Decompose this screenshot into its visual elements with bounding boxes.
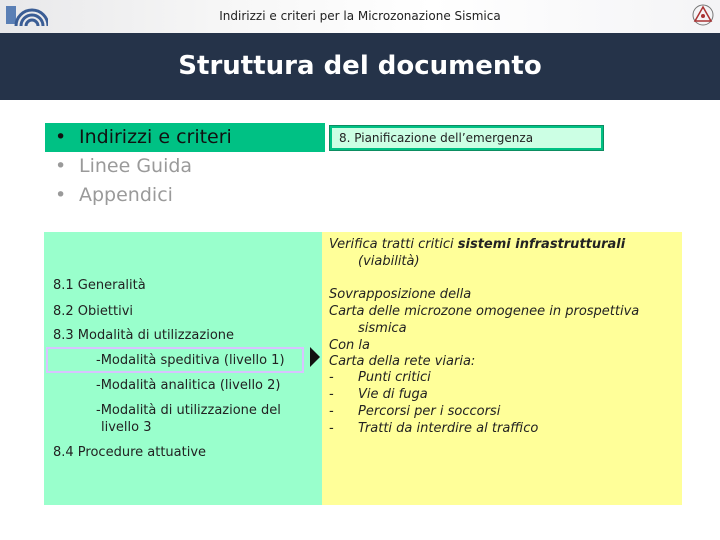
text-line: Carta delle microzone omogenee in prospettiva: [329, 304, 640, 319]
outline-item-label: Appendici: [79, 184, 173, 206]
item-generalita[interactable]: 8.1 Generalità: [53, 278, 146, 293]
subitem-modalita-speditiva[interactable]: -Modalità speditiva (livello 1): [96, 353, 285, 368]
section-tag-label: 8. Pianificazione dell’emergenza: [332, 128, 601, 148]
verifica-line: [329, 236, 625, 253]
list-item: Tratti da interdire al traffico: [358, 421, 539, 436]
text-line: Carta della rete viaria:: [329, 354, 476, 369]
dash-icon: -: [329, 370, 334, 385]
dash-icon: -: [329, 404, 334, 419]
item-obiettivi[interactable]: 8.2 Obiettivi: [53, 304, 134, 319]
list-item: Vie di fuga: [358, 387, 428, 402]
slide-title: Struttura del documento: [178, 51, 542, 81]
text-line: Con la: [329, 338, 370, 353]
header-band: [0, 33, 720, 100]
dash-icon: -: [329, 387, 334, 402]
item-modalita-utilizzazione[interactable]: 8.3 Modalità di utilizzazione: [53, 328, 235, 343]
subitem-modalita-analitica[interactable]: -Modalità analitica (livello 2): [96, 378, 281, 393]
verifica-prefix: Verifica tratti critici: [329, 237, 458, 252]
pointer-arrow-icon: [310, 347, 320, 367]
document-title: Indirizzi e criteri per la Microzonazione Sismica: [219, 9, 501, 23]
verifica-line2: (viabilità): [358, 254, 420, 269]
text-line: sismica: [358, 321, 407, 336]
outline-item-linee-guida[interactable]: • Linee Guida: [55, 155, 193, 177]
item-procedure-attuative[interactable]: 8.4 Procedure attuative: [53, 445, 207, 460]
outline-item-label: Indirizzi e criteri: [79, 126, 232, 148]
section-tag: [329, 125, 604, 151]
dash-icon: -: [329, 421, 334, 436]
outline-item-indirizzi[interactable]: • Indirizzi e criteri: [45, 123, 325, 152]
outline-item-label: Linee Guida: [79, 155, 193, 177]
outline-list: [45, 123, 325, 210]
subitem-modalita-livello3[interactable]: [96, 402, 311, 436]
subitem-line: -Modalità di utilizzazione del: [96, 403, 281, 418]
subitem-line: livello 3: [101, 420, 152, 435]
outline-item-appendici[interactable]: • Appendici: [55, 184, 173, 206]
topbar: [0, 0, 720, 33]
list-item: Percorsi per i soccorsi: [358, 404, 501, 419]
list-item: Punti critici: [358, 370, 431, 385]
verifica-bold: sistemi infrastrutturali: [457, 237, 626, 252]
text-line: Sovrapposizione della: [329, 287, 472, 302]
triangle-emblem-icon: [692, 4, 714, 30]
